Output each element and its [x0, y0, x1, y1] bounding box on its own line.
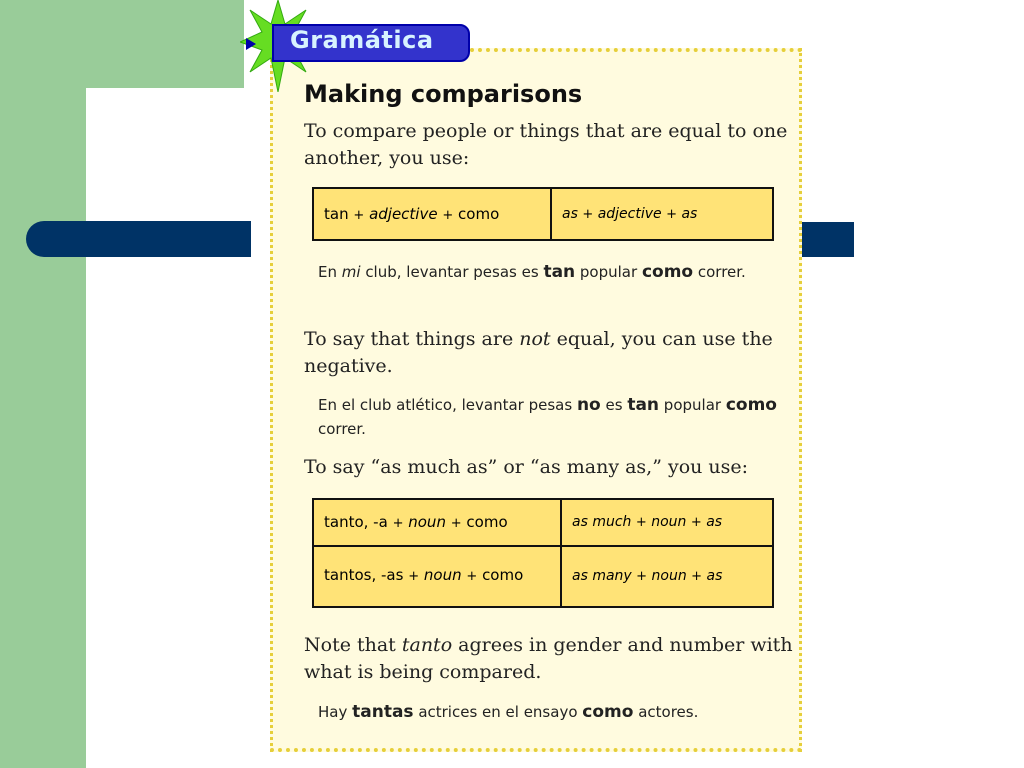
banner-title: Gramática — [290, 26, 434, 54]
banner-arrow-icon — [246, 38, 256, 50]
english-formula-cell: as + adjective + as — [551, 188, 773, 240]
example-sentence-2: En el club atlético, levantar pesas no es tan popular como correr. — [318, 395, 777, 438]
note-text: Note that tanto agrees in gender and number with what is being compared. — [304, 634, 793, 683]
title-bar-right — [800, 222, 854, 257]
title-bar-left — [26, 221, 251, 257]
intro-equal-text: To compare people or things that are equal to one another, you use: — [304, 120, 788, 169]
slide-content-area — [86, 88, 246, 228]
as-much-as-text: To say “as much as” or “as many as,” you use: — [304, 456, 749, 478]
table-row — [313, 499, 773, 546]
table-row — [313, 188, 773, 240]
left-green-band — [0, 0, 86, 768]
english-formula-cell: as many + noun + as — [561, 546, 773, 607]
spanish-formula-cell: tan + adjective + como — [313, 188, 551, 240]
table-row — [313, 546, 773, 607]
top-green-band — [86, 0, 244, 88]
page-heading: Making comparisons — [304, 80, 583, 108]
negative-text: To say that things are not equal, you can use the negative. — [304, 328, 773, 377]
english-formula-cell: as much + noun + as — [561, 499, 773, 546]
tanto-como-table — [312, 498, 774, 608]
example-sentence-3: Hay tantas actrices en el ensayo como actores. — [318, 702, 699, 722]
tan-como-table — [312, 187, 774, 241]
spanish-formula-cell: tanto, -a + noun + como — [313, 499, 561, 546]
spanish-formula-cell: tantos, -as + noun + como — [313, 546, 561, 607]
example-sentence-1: En mi club, levantar pesas es tan popular como correr. — [318, 262, 746, 282]
page-top-border — [470, 48, 802, 52]
